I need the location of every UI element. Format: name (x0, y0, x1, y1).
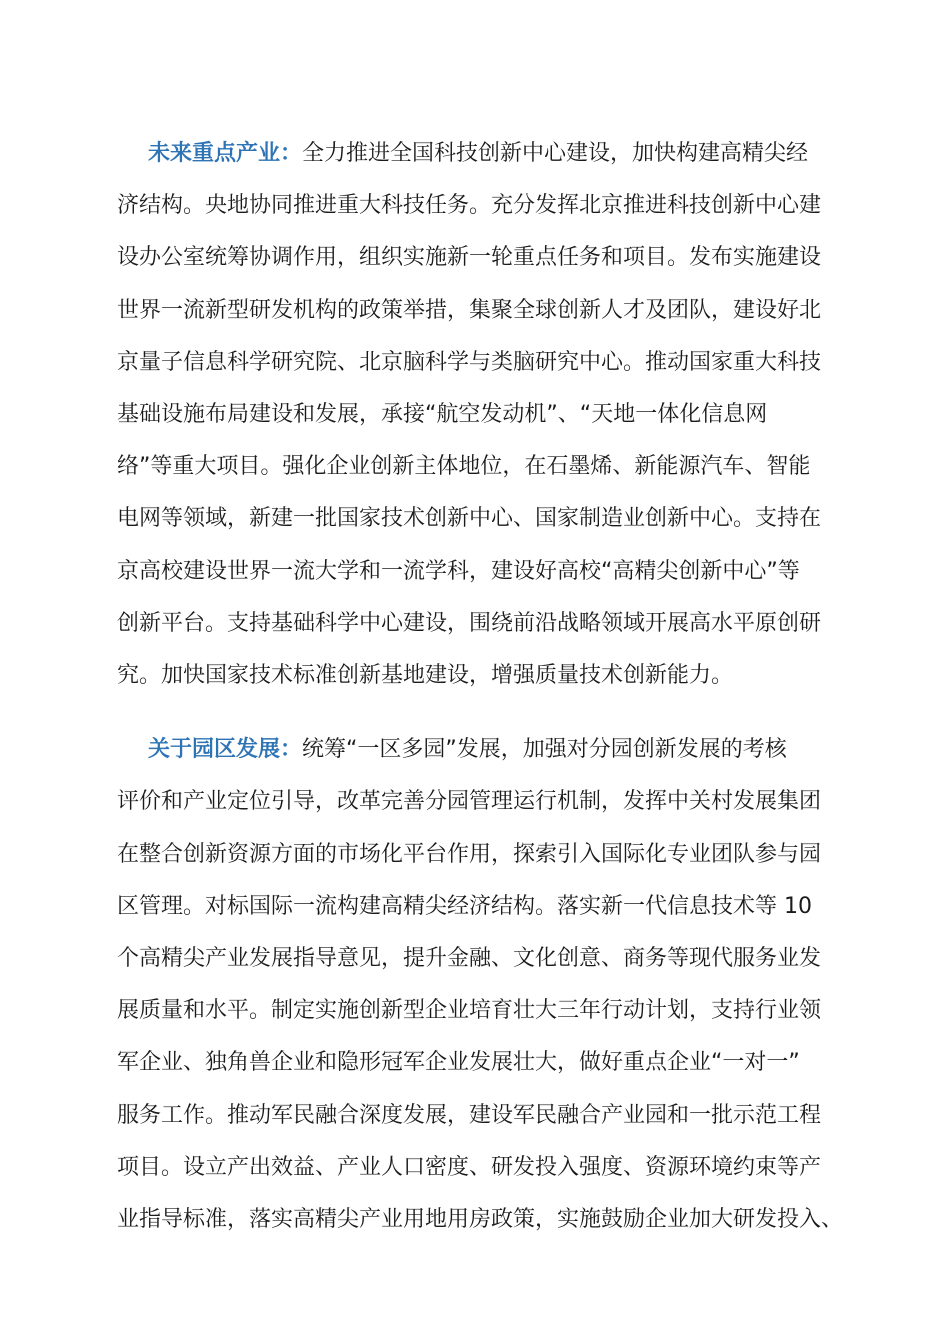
paragraph-line: 究。加快国家技术标准创新基地建设，增强质量技术创新能力。 (117, 663, 734, 689)
paragraph-line (117, 128, 837, 180)
paragraph-line: 设办公室统筹协调作用，组织实施新一轮重点任务和项目。发布实施建设 (117, 245, 822, 271)
paragraph-line: 项目。设立产出效益、产业人口密度、研发投入强度、资源环境约束等产 (117, 1154, 822, 1180)
paragraph-heading: 关于园区发展： (148, 737, 303, 763)
paragraph-text: 全力推进全国科技创新中心建设，加快构建高精尖经 (302, 141, 809, 166)
paragraph-line: 在整合创新资源方面的市场化平台作用，探索引入国际化专业团队参与园 (117, 841, 822, 867)
paragraph-line: 京高校建设世界一流大学和一流学科，建设好高校“高精尖创新中心”等 (117, 558, 800, 584)
document-body (117, 128, 844, 1246)
paragraph-line: 世界一流新型研发机构的政策举措，集聚全球创新人才及团队，建设好北 (117, 297, 822, 323)
paragraph-line: 业指导标准，落实高精尖产业用地用房政策，实施鼓励企业加大研发投入、 (117, 1207, 844, 1233)
paragraph-line: 服务工作。推动军民融合深度发展，建设军民融合产业园和一批示范工程 (117, 1102, 822, 1128)
paragraph-line: 展质量和水平。制定实施创新型企业培育壮大三年行动计划，支持行业领 (117, 998, 822, 1024)
paragraph-line: 评价和产业定位引导，改革完善分园管理运行机制，发挥中关村发展集团 (117, 789, 822, 815)
paragraph-line (117, 724, 837, 776)
paragraph-line: 个高精尖产业发展指导意见，提升金融、文化创意、商务等现代服务业发 (117, 946, 822, 972)
paragraph-text: 统筹“一区多园”发展，加强对分园创新发展的考核 (302, 737, 787, 763)
paragraph-line: 京量子信息科学研究院、北京脑科学与类脑研究中心。推动国家重大科技 (117, 349, 822, 375)
paragraph-line: 电网等领域，新建一批国家技术创新中心、国家制造业创新中心。支持在 (117, 506, 822, 532)
paragraph-heading: 未来重点产业： (148, 141, 303, 166)
paragraph-line: 创新平台。支持基础科学中心建设，围绕前沿战略领域开展高水平原创研 (117, 610, 822, 636)
paragraph-line: 区管理。对标国际一流构建高精尖经济结构。落实新一代信息技术等 10 (117, 893, 812, 919)
paragraph-line: 络”等重大项目。强化企业创新主体地位，在石墨烯、新能源汽车、智能 (117, 454, 811, 480)
paragraph-line: 济结构。央地协同推进重大科技任务。充分发挥北京推进科技创新中心建 (117, 193, 822, 219)
paragraph-line: 基础设施布局建设和发展，承接“航空发动机”、“天地一体化信息网 (117, 402, 768, 428)
paragraph-park-development (117, 724, 844, 1246)
paragraph-line: 军企业、独角兽企业和隐形冠军企业发展壮大，做好重点企业“一对一” (117, 1050, 800, 1076)
paragraph-future-industry (117, 128, 837, 702)
